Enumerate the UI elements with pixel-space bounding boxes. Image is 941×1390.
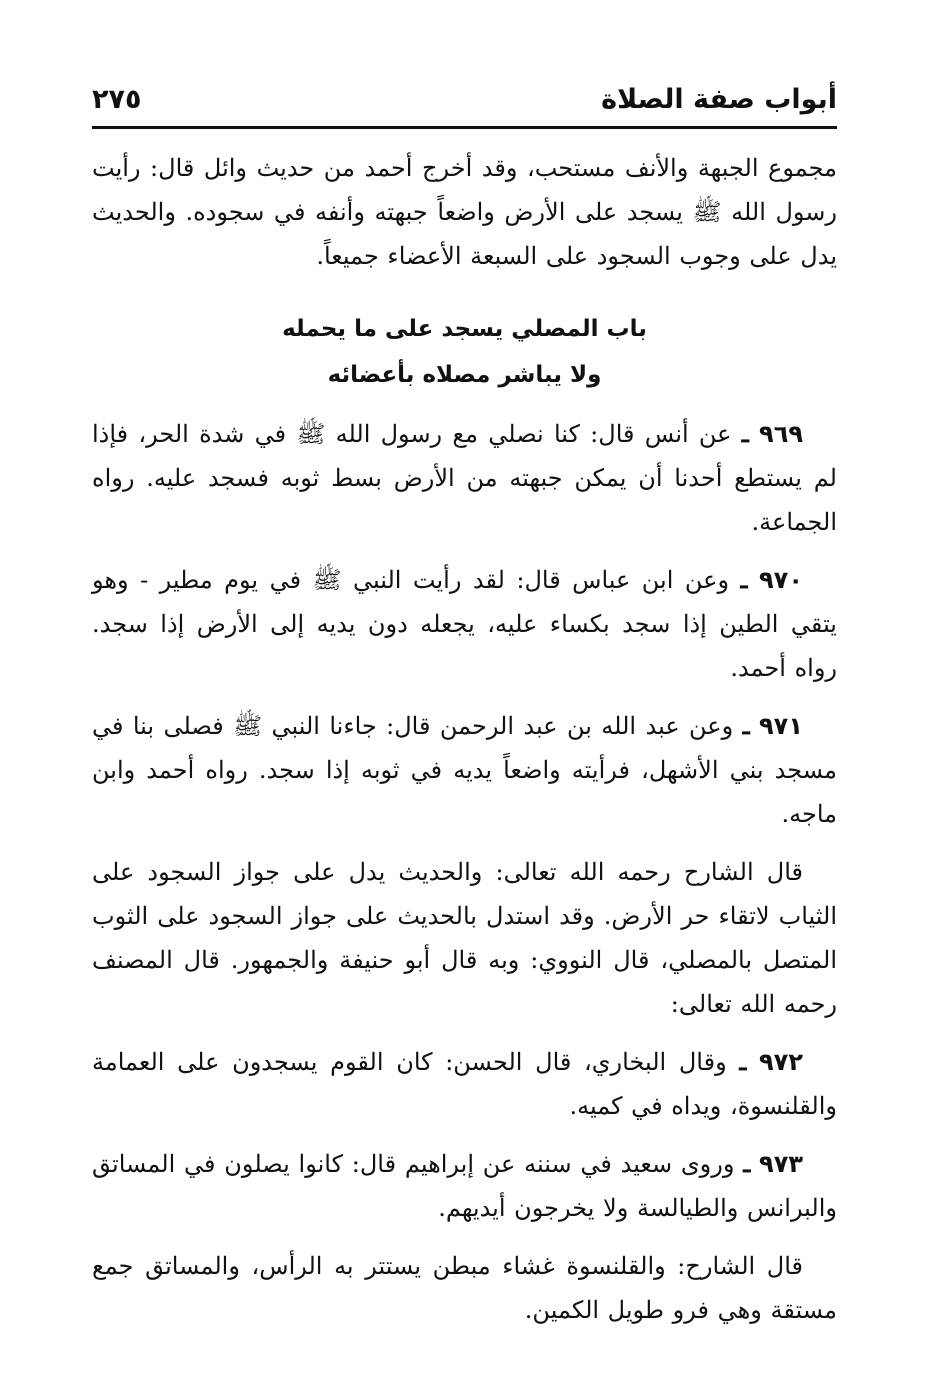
hadith-970: [92, 558, 837, 690]
hadith-number: ٩٧٢: [759, 1048, 803, 1076]
hadith-dash: ـ: [739, 1047, 747, 1076]
hadith-number: ٩٦٩: [759, 420, 803, 448]
running-title: أبواب صفة الصلاة: [601, 84, 837, 115]
hadith-text: وقال البخاري، قال الحسن: كان القوم يسجدون على العمامة والقلنسوة، ويداه في كميه.: [92, 1048, 837, 1120]
chapter-heading: [92, 306, 837, 398]
hadith-number: ٩٧١: [759, 712, 803, 740]
header-rule: [92, 126, 837, 129]
hadith-number: ٩٧٠: [759, 566, 803, 594]
hadith-text: وعن عبد الله بن عبد الرحمن قال: جاءنا النبي ﷺ فصلى بنا في مسجد بني الأشهل، فرأيته واضعاً يديه في ثوبه إذا سجد. رواه أحمد وابن ماجه.: [92, 712, 837, 828]
page-header: [92, 80, 837, 124]
hadith-dash: ـ: [742, 711, 750, 740]
commentary-paragraph-2: قال الشارح: والقلنسوة غشاء مبطن يستتر به الرأس، والمساتق جمع مستقة وهي فرو طويل الكمين.: [92, 1252, 837, 1324]
commentary-paragraph-1: قال الشارح رحمه الله تعالى: والحديث يدل على جواز السجود على الثياب لاتقاء حر الأرض. وقد استدل بالحديث على جواز السجود على الثوب المتصل بالمصلي، قال النووي: وبه قال أبو حنيفة والجمهور. قال المصنف رحمه الله تعالى:: [92, 858, 837, 1018]
chapter-heading-line-1: باب المصلي يسجد على ما يحمله: [282, 316, 647, 342]
hadith-dash: ـ: [740, 565, 748, 594]
hadith-972: [92, 1040, 837, 1128]
hadith-text: وعن ابن عباس قال: لقد رأيت النبي ﷺ في يوم مطير - وهو يتقي الطين إذا سجد بكساء عليه، يجعله دون يديه إلى الأرض إذا سجد. رواه أحمد.: [92, 566, 837, 682]
hadith-number: ٩٧٣: [759, 1150, 803, 1178]
hadith-973: [92, 1142, 837, 1230]
hadith-text: وروى سعيد في سننه عن إبراهيم قال: كانوا يصلون في المساتق والبرانس والطيالسة ولا يخرجون أيديهم.: [92, 1150, 837, 1222]
hadith-969: [92, 412, 837, 544]
hadith-dash: ـ: [741, 419, 749, 448]
hadith-dash: ـ: [743, 1149, 751, 1178]
page-number: ٢٧٥: [92, 84, 142, 115]
chapter-heading-line-2: ولا يباشر مصلاه بأعضائه: [327, 362, 602, 388]
hadith-text: عن أنس قال: كنا نصلي مع رسول الله ﷺ في شدة الحر، فإذا لم يستطع أحدنا أن يمكن جبهته من الأرض بسط ثوبه فسجد عليه. رواه الجماعة.: [92, 420, 837, 536]
page-body: [92, 146, 837, 1346]
intro-paragraph: مجموع الجبهة والأنف مستحب، وقد أخرج أحمد من حديث وائل قال: رأيت رسول الله ﷺ يسجد على الأرض واضعاً جبهته وأنفه في سجوده. والحديث يدل على وجوب السجود على السبعة الأعضاء جميعاً.: [92, 154, 837, 270]
hadith-971: [92, 704, 837, 836]
